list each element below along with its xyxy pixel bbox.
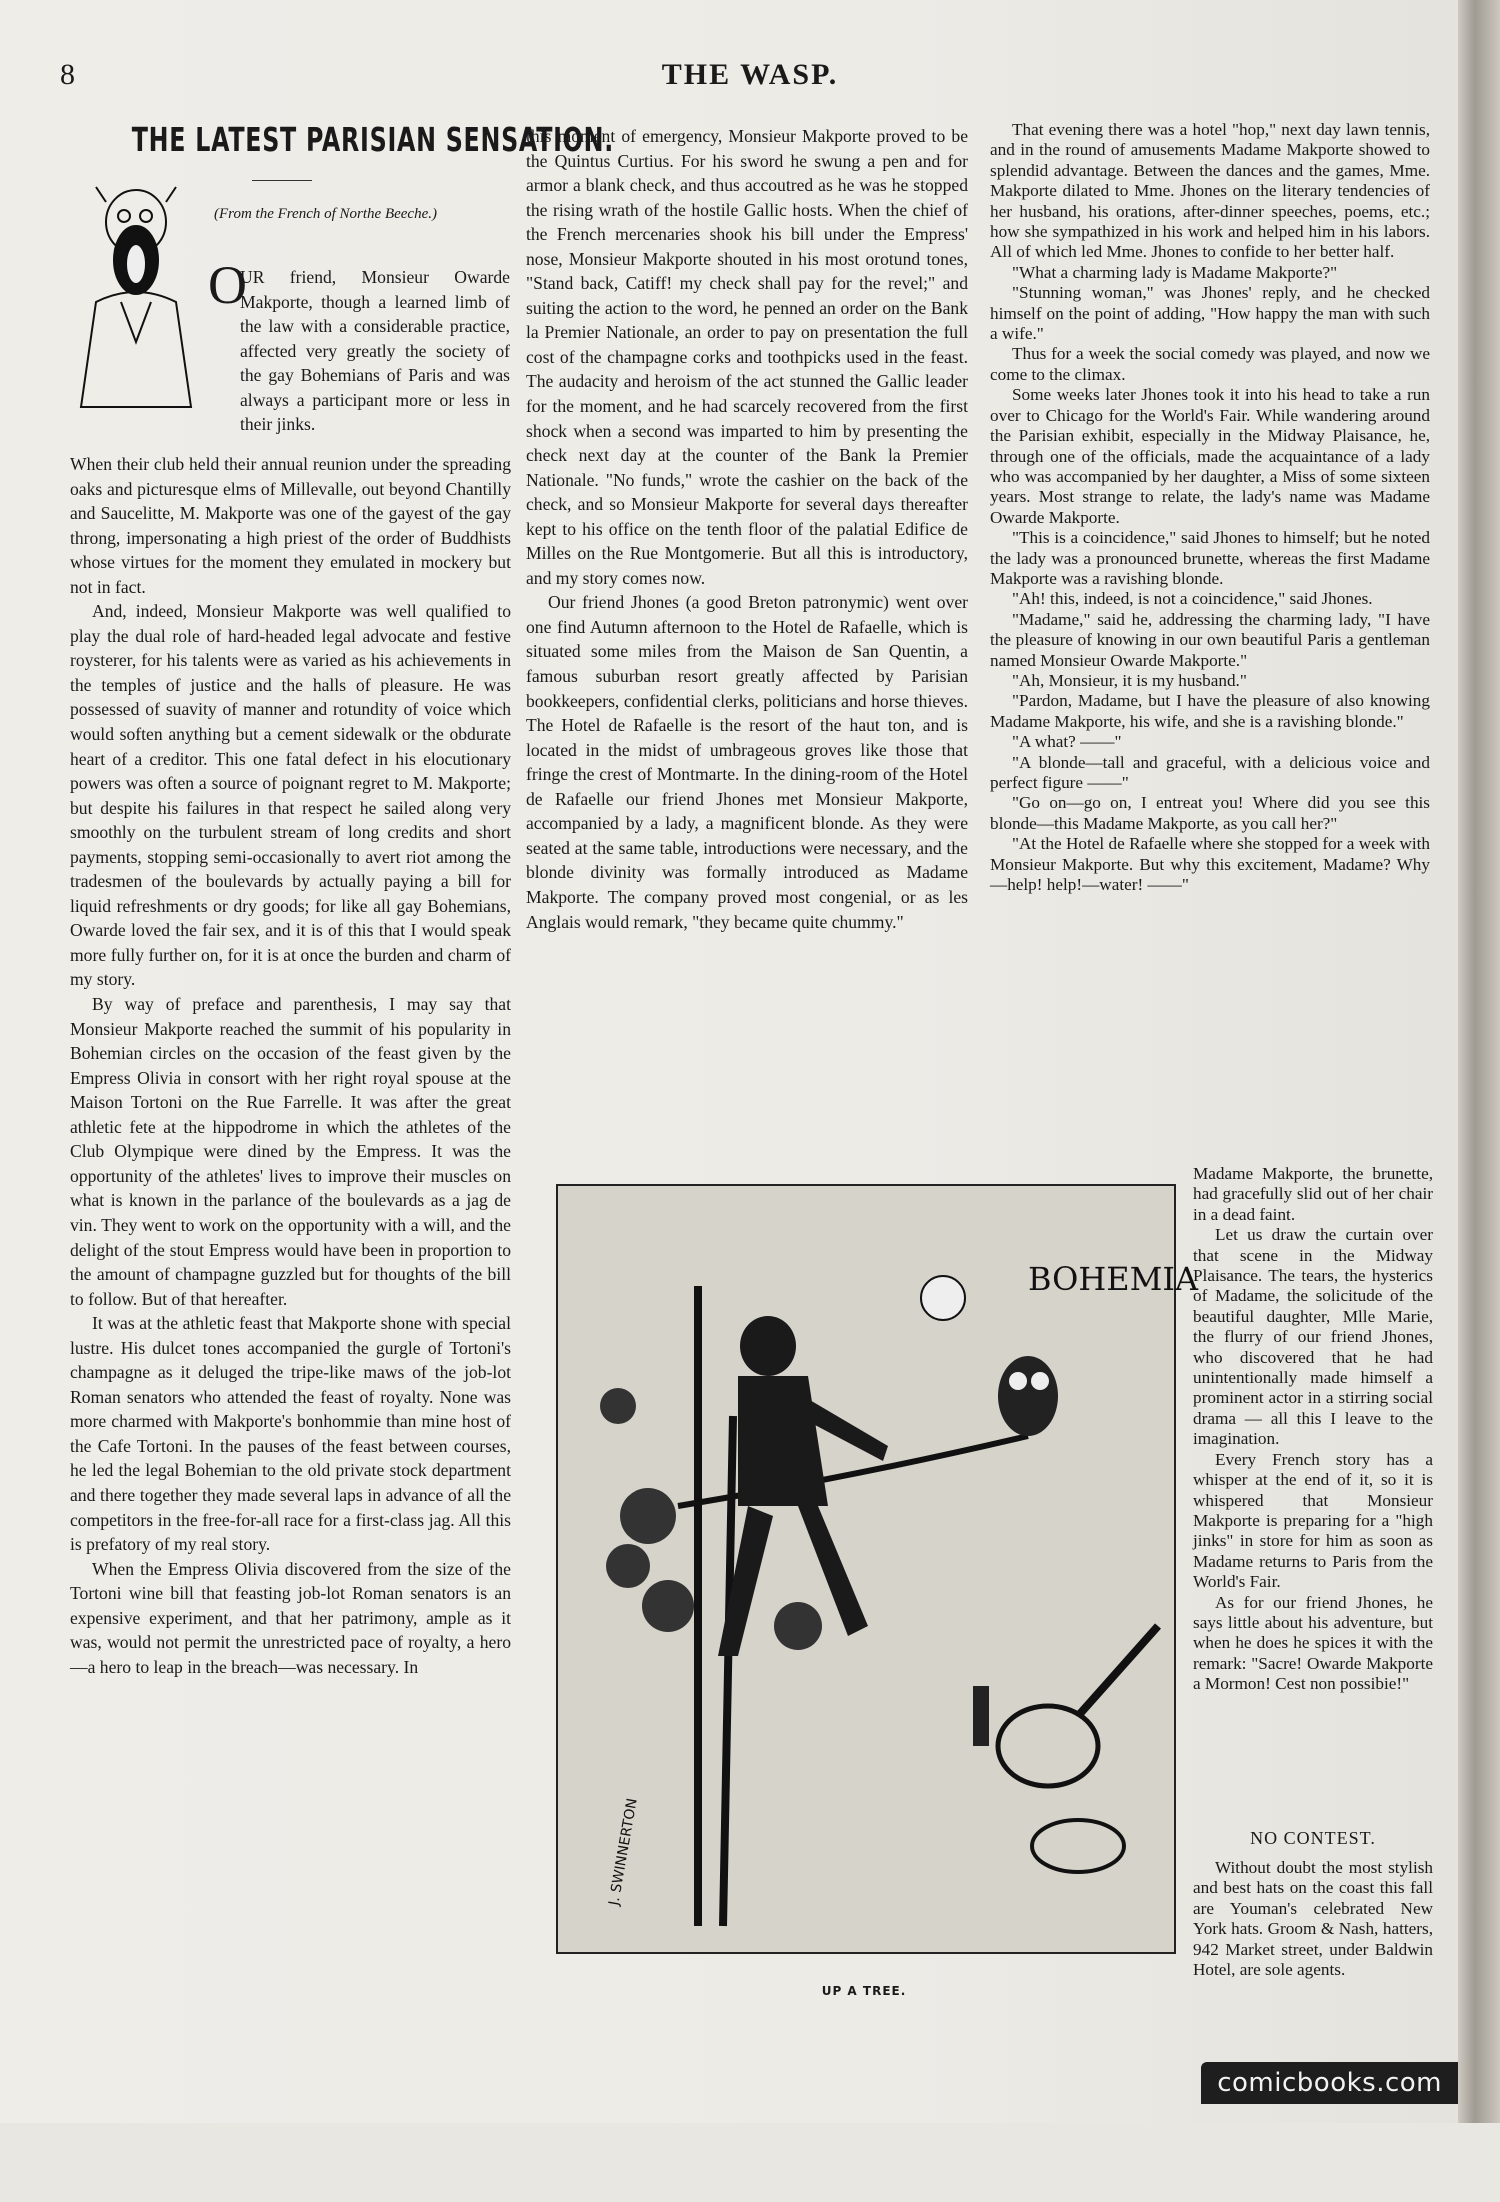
illustration-caption: UP A TREE. (821, 1984, 907, 1998)
owl-icon (998, 1356, 1058, 1436)
title-rule (252, 180, 312, 181)
paragraph: "Stunning woman," was Jhones' reply, and he checked himself on the point of adding, "How happy the man with such a wife." (990, 283, 1430, 344)
paragraph: When their club held their annual reunion under the spreading oaks and picturesque elms of Millevalle, out beyond Chantilly and Saucelitte, M. Makporte was one of the gayest of the gay throng, impersonating a high priest of the order of Buddhists whose virtues for the moment they emulated in mockery but not in fact. (70, 454, 511, 597)
watermark: comicbooks.com (1201, 2062, 1458, 2104)
paragraph: That evening there was a hotel "hop," next day lawn tennis, and in the round of amusements Madame Makporte showed to splendid advantage. Between the dances and the games, Mme. Makporte dilated to Mme. Jhones on the literary tendencies of her husband, his orations, after-dinner speeches, poems, etc.; how she sympathized in his work and helped him in his labors. All of which led Mme. Jhones to confide to her better half. (990, 120, 1430, 262)
article-column-3-continued (1193, 1164, 1433, 1764)
article-byline: (From the French of Northe Beeche.) (214, 206, 437, 222)
article-column-1 (70, 452, 511, 2202)
page-binding-edge (1458, 0, 1500, 2123)
paragraph: "A blonde—tall and graceful, with a delicious voice and perfect figure ——" (990, 752, 1430, 792)
notice-title: NO CONTEST. (1250, 1828, 1376, 1848)
paragraph: By way of preface and parenthesis, I may say that Monsieur Makporte reached the summit of his popularity in Bohemian circles on the occasion of the feast given by the Empress Olivia in consort with her right royal spouse at the Maison Tortoni on the Rue Farrelle. It was after the great athletic fete at the hippodrome in which the athletes of the Club Olympique were dined by the Empress. It was the opportunity of the athletes' lives to improve their muscles on what is known in the parlance of the boulevards as a jag de vin. They went to work on the opportunity with a will, and the delight of the stout Empress would have been in proportion to the amount of champagne guzzled but for thoughts of the bill to follow. But of that hereafter. (70, 994, 511, 1309)
drop-cap: O (208, 255, 247, 315)
page-number: 8 (60, 58, 75, 91)
paragraph: "Ah! this, indeed, is not a coincidence," said Jhones. (1012, 589, 1373, 609)
paragraph: "This is a coincidence," said Jhones to himself; but he noted the lady was a pronounced brunette, whereas the first Madame Makporte was a ravishing blonde. (990, 528, 1430, 588)
paragraph: "Pardon, Madame, but I have the pleasure of also knowing Madame Makporte, his wife, and she is a ravishing blonde." (990, 691, 1430, 731)
paragraph: "What a charming lady is Madame Makporte?" (1012, 262, 1338, 282)
paragraph: "Madame," said he, addressing the charming lady, "I have the pleasure of knowing in our own beautiful Paris a gentleman named Monsieur Owarde Makporte." (990, 609, 1430, 670)
artist-signature: J. SWINNERTON (606, 1797, 641, 1907)
illustration-drawing (558, 1186, 1199, 1952)
article-column-3 (990, 120, 1430, 1162)
paragraph: Let us draw the curtain over that scene in the Midway Plaisance. The tears, the hysterics of Madame, the solicitude of the beautiful daughter, Mlle Marie, the flurry of our friend Jhones, who discovered that he had unintentionally made himself a prominent actor in a stirring social drama — all this I leave to the imagination. (1193, 1225, 1433, 1449)
up-a-tree-illustration (556, 1184, 1199, 1954)
notice-body: Without doubt the most stylish and best hats on the coast this fall are Youman's celebrated New York hats. Groom & Nash, hatters, 942 Market street, under Baldwin Hotel, are sole agents. (1193, 1858, 1433, 1980)
moon-icon (921, 1276, 965, 1320)
bohemia-banner: BOHEMIA (1028, 1260, 1199, 1298)
paragraph: "Go on—go on, I entreat you! Where did you see this blonde—this Madame Makporte, as you call her?" (990, 793, 1430, 833)
caricature-illustration (66, 182, 206, 412)
paragraph: And, indeed, Monsieur Makporte was well qualified to play the dual role of hard-headed legal advocate and festive roysterer, for his talents were as varied as his achievements in the temples of justice and the halls of pleasure. He was possessed of suavity of manner and rotundity of voice which would soften anything but a cement sidewalk or the obdurate heart of a creditor. This one fatal defect in his elocutionary powers was often a source of poignant regret to M. Makporte; but despite his failures in that respect he sailed along very smoothly on the turbulent stream of long credits and short payments, stopping semi-occasionally to avert riot among the tradesmen of the boulevards by actually paying a bill for liquid refreshments or dry goods; for like all gay Bohemians, Owarde loved the fair sex, and it is of this that I would speak more fully further on, for it is at once the burden and charm of my story. (70, 601, 511, 990)
paragraph: Our friend Jhones (a good Breton patronymic) went over one find Autumn afternoon to the Hotel de Rafaelle, which is situated some miles from the Maison de San Quentin, a famous suburban resort greatly affected by Parisian bookkeepers, confidential clerks, politicians and horse thieves. The Hotel de Rafaelle is the resort of the haut ton, and is located in the midst of umbrageous groves like those that fringe the crest of Montmarte. In the dining-room of the Hotel de Rafaelle our friend Jhones met Monsieur Makporte, accompanied by a lady, a magnificent blonde. As they were seated at the same table, introductions were necessary, and the blonde divinity was formally introduced as Madame Makporte. The company proved most congenial, or as les Anglais would remark, "they became quite chummy." (526, 592, 968, 932)
paragraph: this moment of emergency, Monsieur Makporte proved to be the Quintus Curtius. For his sword he swung a pen and for armor a blank check, and thus accoutred as he was he stopped the rising wrath of the hostile Gallic hosts. When the chief of the French mercenaries shook his bill under the Empress' nose, Monsieur Makporte shouted in his most orotund tones, "Stand back, Catiff! my check shall pay for the revel;" and suiting the action to the word, he penned an order on the Bank la Premier Nationale, an order to pay on presentation the full cost of the champagne corks and toothpicks used in the feast. The audacity and heroism of the act stunned the Gallic leader for the moment, and he had scarcely recovered from the first shock when a second was imparted to him by presenting the check next day at the counter of the Bank la Premier Nationale. "No funds," wrote the cashier on the back of the check, and so Monsieur Makporte for several days thereafter kept to his office on the tenth floor of the palatial Edifice de Milles on the Rue Montgomerie. But all this is introductory, and my story comes now. (526, 126, 968, 588)
paragraph: As for our friend Jhones, he says little about his adventure, but when he does he spices it with the remark: "Sacre! Owarde Makporte a Mormon! Cest non possibie!" (1193, 1592, 1433, 1694)
paragraph: "Ah, Monsieur, it is my husband." (1012, 670, 1247, 690)
article-intro: UR friend, Monsieur Owarde Makporte, though a learned limb of the law with a considerable practice, affected very greatly the society of the gay Bohemians of Paris and was always a participant more or less in their jinks. (240, 267, 510, 435)
paragraph: Every French story has a whisper at the end of it, so it is whispered that Monsieur Makporte is preparing for a "high jinks" in store for him as soon as Madame returns to Paris from the World's Fair. (1193, 1449, 1433, 1592)
paragraph: "A what? ——" (1012, 732, 1122, 752)
paragraph: "At the Hotel de Rafaelle where she stopped for a week with Monsieur Makporte. But why this excitement, Madame? Why—help! help!—water! ——" (990, 834, 1430, 895)
article-title: THE LATEST PARISIAN SENSATION. (131, 120, 614, 159)
paragraph: It was at the athletic feast that Makporte shone with special lustre. His dulcet tones accompanied the gurgle of Tortoni's champagne as it deluged the tripe-like maws of the job-lot Roman senators who attended the feast of royalty. None was more charmed with Makporte's bonhommie than mine host of the Cafe Tortoni. In the pauses of the feast between courses, he led the legal Bohemian to the old private stock department and there together they made several laps in advance of all the competitors in the free-for-all race for a first-class jag. All this is prefatory of my real story. (70, 1313, 511, 1555)
article-column-2 (526, 124, 968, 1172)
paragraph: When the Empress Olivia discovered from the size of the Tortoni wine bill that feasting job-lot Roman senators is an expensive experiment, and that her patrimony, ample as it was, would not permit the unrestricted pace of royalty, a hero—a hero to leap in the breach—was necessary. In (70, 1558, 511, 1677)
paragraph: Thus for a week the social comedy was played, and now we come to the climax. (990, 344, 1430, 384)
masthead: THE WASP. (661, 58, 839, 91)
bottle-icon (973, 1686, 989, 1746)
paragraph: Madame Makporte, the brunette, had gracefully slid out of her chair in a dead faint. (1193, 1164, 1433, 1224)
paragraph: Some weeks later Jhones took it into his head to take a run over to Chicago for the World's Fair. While wandering around the Parisian exhibit, especially in the Midway Plaisance, he, through one of the officials, made the acquaintance of a lady who was accompanied by her daughter, a Miss of some sixteen years. Most strange to relate, the lady's name was Madame Owarde Makporte. (990, 385, 1430, 527)
